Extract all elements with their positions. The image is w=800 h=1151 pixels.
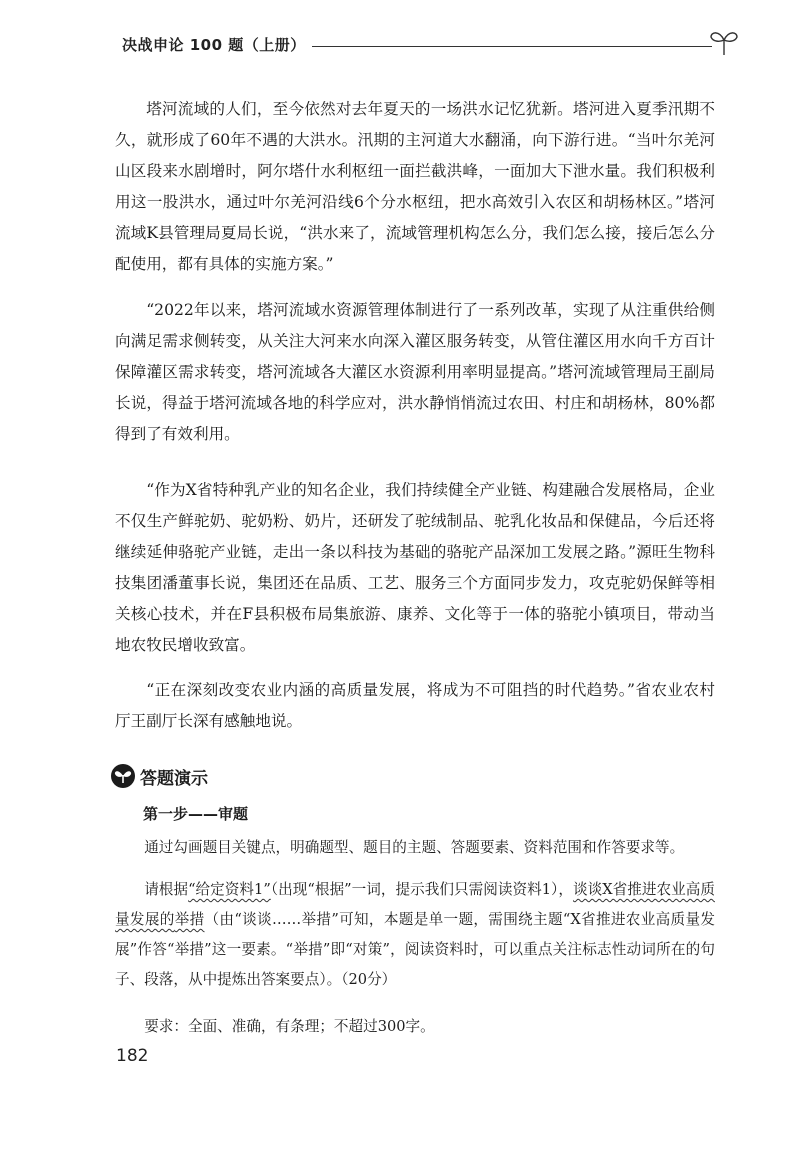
paragraph-4: “正在深刻改变农业内涵的高质量发展，将成为不可阻挡的时代趋势。”省农业农村厅王副厅长深有感触地说。 [115,681,715,730]
task-text [115,875,715,995]
requirement-text: 要求：全面、准确，有条理；不超过300字。 [144,1018,435,1035]
task-part-e: 举措 [174,911,205,928]
intro-text: 通过勾画题目关键点，明确题型、题目的主题、答题要素、资料范围和作答要求等。 [144,839,685,856]
task-part-f: （由“谈谈……举措”可知，本题是单一题，需围绕主题“X省推进农业高质量发展”作答“举措”这一要素。“举措”即“对策”，阅读资料时，可以重点关注标志性动词所在的句子、段落，从中提炼出答案要点）。（20分） [115,911,715,988]
header-rule [312,46,712,47]
section-title: 答题演示 [140,768,208,789]
task-part-a: 请根据 [144,881,189,898]
step-title: 第一步——审题 [143,805,249,823]
book-title: 决战申论 100 题（上册） [122,36,306,54]
task-part-d: 谈谈X省推进农业高质量发展的 [115,881,715,928]
task-part-b: “给定资料1” [188,881,271,898]
section-heading [110,762,208,790]
page-number: 182 [116,1046,149,1066]
paragraph-1: 塔河流域的人们，至今依然对去年夏天的一场洪水记忆犹新。塔河进入夏季汛期不久，就形成了60年不遇的大洪水。汛期的主河道大水翻涌，向下游行进。“当叶尔羌河山区段来水剧增时，阿尔塔什水利枢纽一面拦截洪峰，一面加大下泄水量。我们积极利用这一股洪水，通过叶尔羌河沿线6个分水枢纽，把水高效引入农区和胡杨林区。”塔河流域K县管理局夏局长说，“洪水来了，流域管理机构怎么分，我们怎么接，接后怎么分配使用，都有具体的实施方案。” [115,100,715,273]
paragraph-3: “作为X省特种乳产业的知名企业，我们持续健全产业链、构建融合发展格局，企业不仅生产鲜驼奶、驼奶粉、奶片，还研发了驼绒制品、驼乳化妆品和保健品，今后还将继续延伸骆驼产业链，走出一条以科技为基础的骆驼产品深加工发展之路。”源旺生物科技集团潘董事长说，集团还在品质、工艺、服务三个方面同步发力，攻克驼奶保鲜等相关核心技术，并在F县积极布局集旅游、康养、文化等于一体的骆驼小镇项目，带动当地农牧民增收致富。 [115,481,715,654]
task-part-c: （出现“根据”一词，提示我们只需阅读资料1）， [270,881,573,898]
running-header [122,34,742,64]
paragraph-2: “2022年以来，塔河流域水资源管理体制进行了一系列改革，实现了从注重供给侧向满足需求侧转变，从关注大河来水向深入灌区服务转变，从管住灌区用水向千方百计保障灌区需求转变，塔河流域各大灌区水资源利用率明显提高。”塔河流域管理局王副局长说，得益于塔河流域各地的科学应对，洪水静悄悄流过农田、村庄和胡杨林，80%都得到了有效利用。 [115,301,715,443]
sprout-icon [707,28,741,56]
leaf-badge-icon [110,763,136,789]
